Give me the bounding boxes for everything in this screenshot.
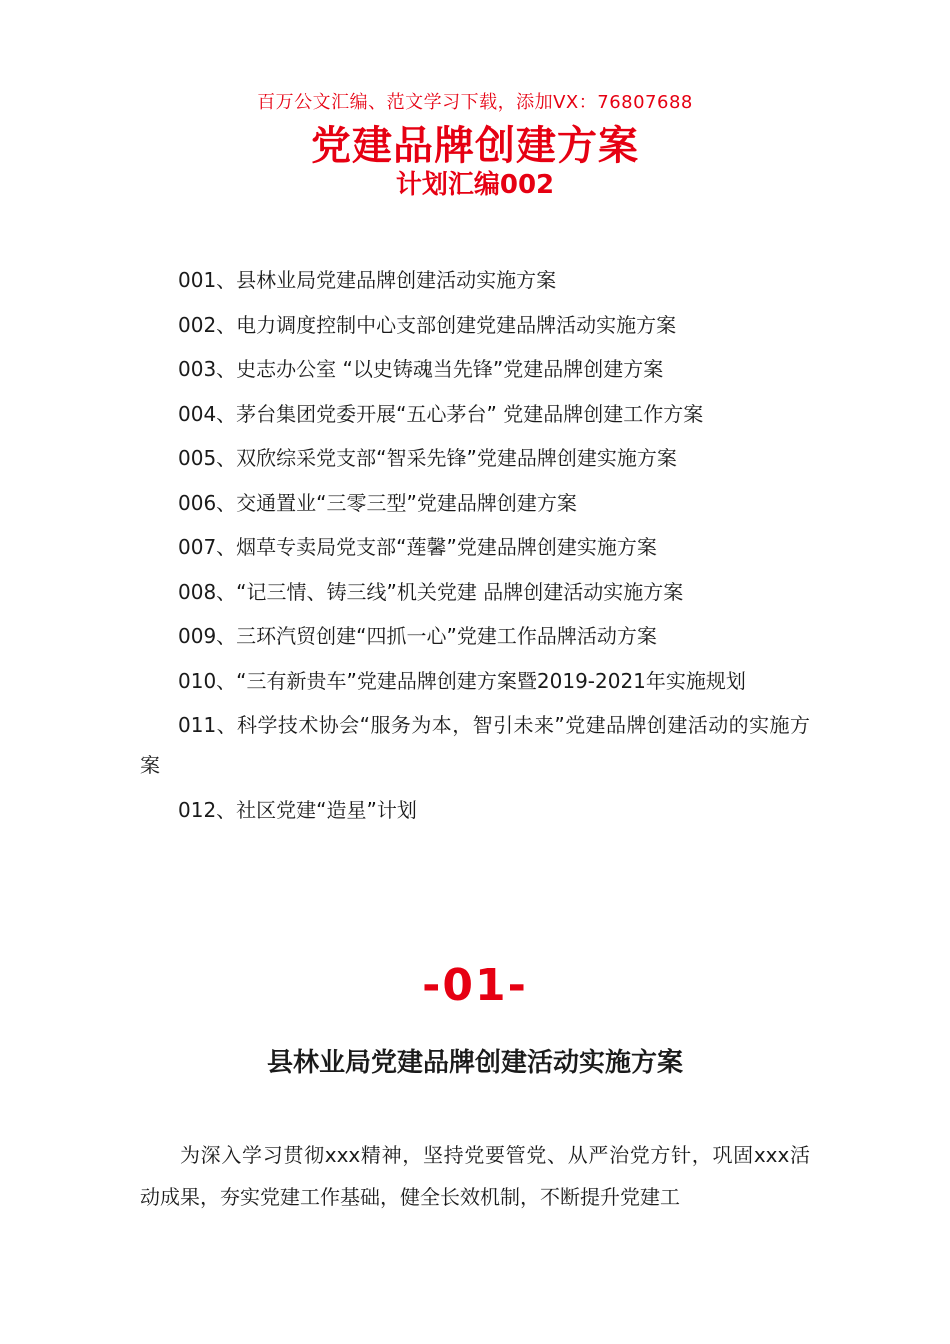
toc-item-003: 003、史志办公室 “以史铸魂当先锋”党建品牌创建方案: [178, 357, 664, 381]
toc-item-004: 004、茅台集团党委开展“五心茅台” 党建品牌创建工作方案: [178, 401, 704, 426]
toc-item-010: 010、“三有新贵车”党建品牌创建方案暨2019-2021年实施规划: [178, 668, 746, 693]
section-title: 县林业局党建品牌创建活动实施方案: [266, 1048, 683, 1078]
toc-item-009: 009、三环汽贸创建“四抓一心”党建工作品牌活动方案: [178, 624, 657, 648]
toc-item-011: 011、科学技术协会“服务为本，智引未来”党建品牌创建活动的实施方案: [140, 713, 810, 777]
section-body-paragraph: 为深入学习贯彻xxx精神，坚持党要管党、从严治党方针，巩固xxx活动成果，夯实党建工作基础，健全长效机制，不断提升党建工: [140, 1143, 810, 1209]
toc-item-006: 006、交通置业“三零三型”党建品牌创建方案: [178, 490, 577, 515]
document-title: 党建品牌创建方案: [311, 123, 639, 169]
header-note: 百万公文汇编、范文学习下载，添加VX：76807688: [257, 92, 693, 113]
table-of-contents: [140, 260, 810, 834]
toc-item-005: 005、双欣综采党支部“智采先锋”党建品牌创建实施方案: [178, 446, 677, 470]
toc-item-001: 001、县林业局党建品牌创建活动实施方案: [178, 268, 557, 292]
toc-item-007: 007、烟草专卖局党支部“莲馨”党建品牌创建实施方案: [178, 535, 657, 559]
toc-item-008: 008、“记三情、铸三线”机关党建 品牌创建活动实施方案: [178, 579, 684, 604]
section-number: -01-: [422, 960, 528, 1011]
toc-item-002: 002、电力调度控制中心支部创建党建品牌活动实施方案: [178, 312, 677, 337]
toc-item-012: 012、社区党建“造星”计划: [178, 797, 417, 822]
document-subtitle: 计划汇编002: [395, 170, 555, 200]
